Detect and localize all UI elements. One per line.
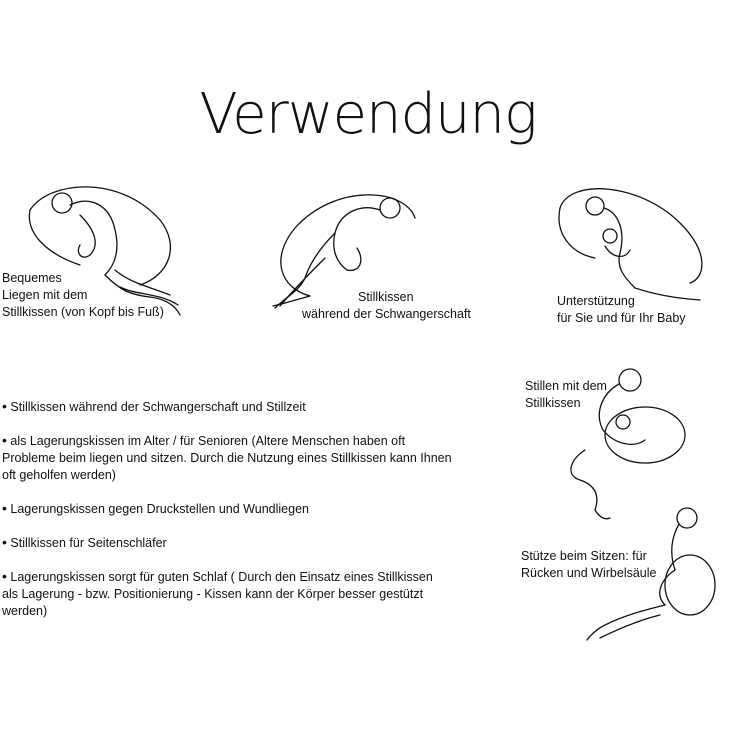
bullet-text: Stillkissen während der Schwangerschaft und Stillzeit <box>10 400 306 414</box>
bullet-text: Lagerungskissen gegen Druckstellen und Wundliegen <box>10 502 309 516</box>
bullet-item <box>2 568 452 620</box>
caption-sitting-line-2: Rücken und Wirbelsäule <box>521 566 657 580</box>
caption-nursing-line-2: Stillkissen <box>525 396 581 410</box>
bullet-item <box>2 432 452 484</box>
caption-pregnancy-line-1: Stillkissen <box>358 290 414 304</box>
bullet-dot: • <box>2 500 7 516</box>
caption-support-line-2: für Sie und für Ihr Baby <box>557 311 686 325</box>
caption-lying-line-2: Liegen mit dem <box>2 288 88 302</box>
caption-support <box>557 293 686 327</box>
caption-sitting-line-1: Stütze beim Sitzen: für <box>521 549 647 563</box>
caption-nursing <box>525 378 607 412</box>
bullet-item <box>2 500 452 518</box>
caption-lying-line-3: Stillkissen (von Kopf bis Fuß) <box>2 305 164 319</box>
bullet-item <box>2 534 452 552</box>
caption-sitting <box>521 548 657 582</box>
support-illustration <box>550 178 720 308</box>
caption-pregnancy <box>302 289 471 323</box>
bullet-dot: • <box>2 568 7 584</box>
usage-bullet-list <box>2 398 452 636</box>
page-title: Verwendung <box>199 82 537 147</box>
bullet-text: Stillkissen für Seitenschläfer <box>10 536 167 550</box>
caption-pregnancy-line-2: während der Schwangerschaft <box>302 307 471 321</box>
bullet-dot: • <box>2 398 7 414</box>
caption-lying-line-1: Bequemes <box>2 271 62 285</box>
bullet-text: Lagerungskissen sorgt für guten Schlaf ( Durch den Einsatz eines Stillkissen als Lagerung - bzw. Positionierung - Kissen kann der Körper besser gestützt werden) <box>2 570 433 618</box>
bullet-text: als Lagerungskissen im Alter / für Senioren (Altere Menschen haben oft Probleme beim liegen und sitzen. Durch die Nutzung eines Stillkissen kann Ihnen oft geholfen werden) <box>2 434 452 482</box>
bullet-dot: • <box>2 534 7 550</box>
caption-nursing-line-1: Stillen mit dem <box>525 379 607 393</box>
caption-lying <box>2 270 164 321</box>
bullet-dot: • <box>2 432 7 448</box>
caption-support-line-1: Unterstützung <box>557 294 635 308</box>
bullet-item <box>2 398 452 416</box>
